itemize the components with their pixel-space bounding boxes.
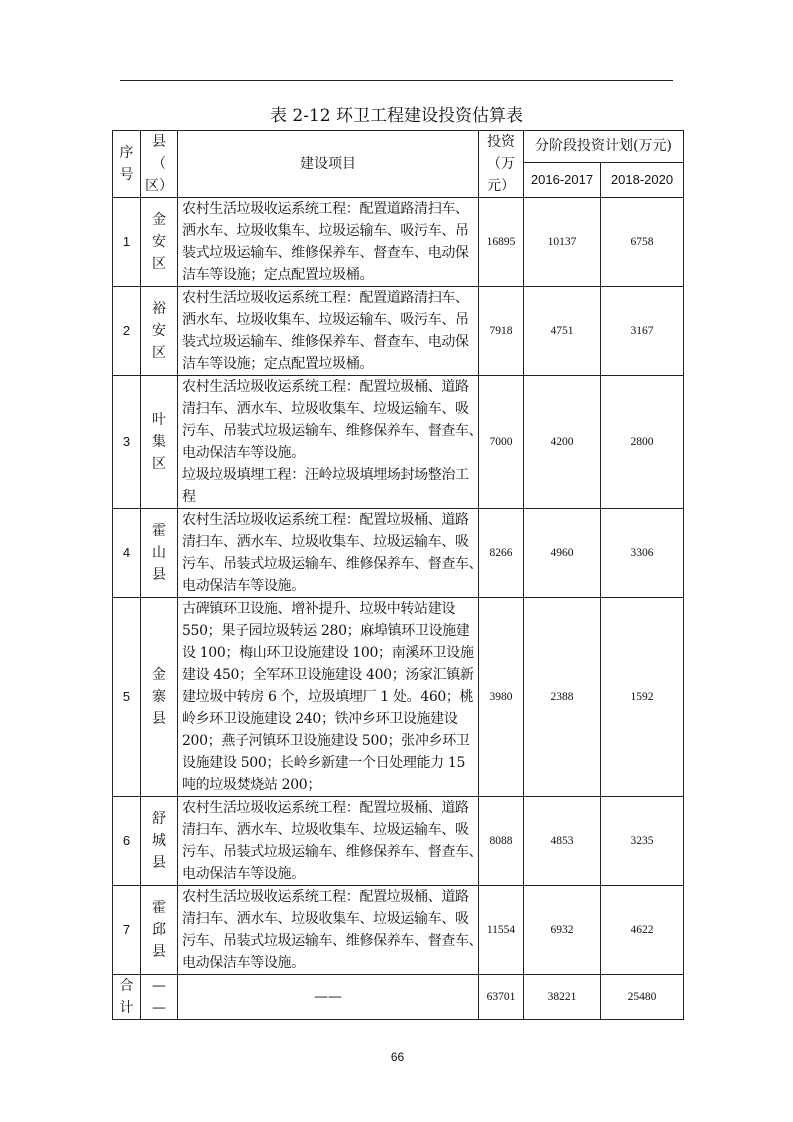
row-project xyxy=(178,509,483,598)
row-project xyxy=(178,376,483,509)
header-investment: 投资 （万 元） xyxy=(479,131,524,198)
total-investment: 63701 xyxy=(479,975,524,1020)
text-line: 岭乡环卫设施建设 240；铁冲乡环卫设施建设 xyxy=(182,711,458,727)
text-line: 县 xyxy=(152,944,166,960)
header-period-2: 2018-2020 xyxy=(601,162,684,197)
row-investment: 16895 xyxy=(479,198,524,287)
header-period-1: 2016-2017 xyxy=(524,162,601,197)
row-investment: 8088 xyxy=(479,797,524,886)
text-line: 建垃圾中转房 6 个，垃圾填埋厂 1 处。460；桃 xyxy=(182,689,474,705)
text-line: 程 xyxy=(182,489,196,505)
text-line: 金 xyxy=(152,667,166,683)
text-line: 农村生活垃圾收运系统工程：配置垃圾桶、道路 xyxy=(182,889,469,905)
total-row xyxy=(113,975,684,1020)
row-county xyxy=(141,509,178,598)
text-line: 县 xyxy=(152,567,166,583)
text-line: 550；果子园垃圾转运 280；麻埠镇环卫设施建 xyxy=(182,623,470,639)
text-line: 清扫车、洒水车、垃圾收集车、垃圾运输车、吸 xyxy=(182,911,469,927)
row-period-1: 4960 xyxy=(524,509,601,598)
row-period-1: 10137 xyxy=(524,198,601,287)
row-period-1: 6932 xyxy=(524,886,601,975)
row-index: 2 xyxy=(113,287,141,376)
total-period-2: 25480 xyxy=(601,975,684,1020)
text-line: — xyxy=(152,978,166,994)
row-period-2: 3235 xyxy=(601,797,684,886)
text-line: 舒 xyxy=(152,811,166,827)
text-line: 200；燕子河镇环卫设施建设 500；张冲乡环卫 xyxy=(182,733,470,749)
text-line: 安 xyxy=(152,234,166,250)
text-line: 农村生活垃圾收运系统工程：配置垃圾桶、道路 xyxy=(182,512,469,528)
text-line: 叶 xyxy=(152,412,166,428)
text-line: 吨的垃圾焚烧站 200； xyxy=(182,777,321,793)
table-row xyxy=(113,598,684,797)
text-line: 县 xyxy=(152,855,166,871)
row-county xyxy=(141,376,178,509)
table-row xyxy=(113,287,684,376)
row-period-1: 2388 xyxy=(524,598,601,797)
text-line: 邱 xyxy=(152,922,166,938)
row-period-1: 4853 xyxy=(524,797,601,886)
table-row xyxy=(113,198,684,287)
total-project: —— xyxy=(178,975,479,1020)
header-row xyxy=(113,131,684,163)
text-line: — xyxy=(152,1000,166,1016)
table-row xyxy=(113,797,684,886)
text-line: 装式垃圾运输车、维修保养车、督查车、电动保 xyxy=(182,334,469,350)
row-county xyxy=(141,598,178,797)
text-line: 垃圾垃圾填埋工程：汪岭垃圾填埋场封场整治工 xyxy=(182,467,469,483)
investment-table xyxy=(112,130,684,1020)
header-rule xyxy=(120,80,673,81)
total-county xyxy=(141,975,178,1020)
text-line: 合 xyxy=(119,978,134,994)
text-line: 寨 xyxy=(152,689,166,705)
total-label xyxy=(113,975,141,1020)
text-line: 裕 xyxy=(152,301,166,317)
row-project xyxy=(178,797,483,886)
text-line: 集 xyxy=(152,434,166,450)
row-investment: 3980 xyxy=(479,598,524,797)
table-row xyxy=(113,509,684,598)
text-line: 区 xyxy=(152,456,166,472)
table-row xyxy=(113,886,684,975)
row-index: 7 xyxy=(113,886,141,975)
text-line: 电动保洁车等设施。 xyxy=(182,445,305,461)
text-line: 城 xyxy=(152,833,166,849)
row-period-2: 2800 xyxy=(601,376,684,509)
row-period-2: 3306 xyxy=(601,509,684,598)
text-line: 霍 xyxy=(152,900,166,916)
text-line: 古碑镇环卫设施、增补提升、垃圾中转站建设 xyxy=(182,601,455,617)
text-line: 建设 450；全军环卫设施建设 400；汤家汇镇新 xyxy=(182,667,474,683)
text-line: 清扫车、洒水车、垃圾收集车、垃圾运输车、吸 xyxy=(182,401,469,417)
row-period-1: 4200 xyxy=(524,376,601,509)
row-project xyxy=(178,198,479,287)
text-line: 清扫车、洒水车、垃圾收集车、垃圾运输车、吸 xyxy=(182,534,469,550)
text-line: 计 xyxy=(119,1000,134,1016)
row-index: 5 xyxy=(113,598,141,797)
row-index: 1 xyxy=(113,198,141,287)
text-line: 安 xyxy=(152,323,166,339)
row-county xyxy=(141,886,178,975)
row-index: 3 xyxy=(113,376,141,509)
text-line: 电动保洁车等设施。 xyxy=(182,955,305,971)
text-line: 县 xyxy=(152,711,166,727)
text-line: 农村生活垃圾收运系统工程：配置道路清扫车、 xyxy=(182,290,469,306)
row-period-2: 4622 xyxy=(601,886,684,975)
row-index: 4 xyxy=(113,509,141,598)
text-line: 农村生活垃圾收运系统工程：配置垃圾桶、道路 xyxy=(182,800,469,816)
row-investment: 8266 xyxy=(479,509,524,598)
header-index: 序 号 xyxy=(113,131,141,198)
row-county xyxy=(141,198,178,287)
row-project xyxy=(178,598,479,797)
row-investment: 7918 xyxy=(479,287,524,376)
text-line: 污车、吊装式垃圾运输车、维修保养车、督查车、 xyxy=(182,933,483,949)
row-investment: 7000 xyxy=(479,376,524,509)
row-county xyxy=(141,797,178,886)
row-period-2: 6758 xyxy=(601,198,684,287)
table-row xyxy=(113,376,684,509)
text-line: 洒水车、垃圾收集车、垃圾运输车、吸污车、吊 xyxy=(182,223,469,239)
text-line: 污车、吊装式垃圾运输车、维修保养车、督查车、 xyxy=(182,844,483,860)
page-number: 66 xyxy=(390,1050,405,1064)
text-line: 霍 xyxy=(152,523,166,539)
text-line: 装式垃圾运输车、维修保养车、督查车、电动保 xyxy=(182,245,469,261)
text-line: 金 xyxy=(152,212,166,228)
row-investment: 11554 xyxy=(479,886,524,975)
text-line: 区 xyxy=(152,256,166,272)
header-county: 县 （ 区） xyxy=(141,131,178,198)
row-period-2: 1592 xyxy=(601,598,684,797)
text-line: 设 100；梅山环卫设施建设 100；南溪环卫设施 xyxy=(182,645,474,661)
text-line: 洒水车、垃圾收集车、垃圾运输车、吸污车、吊 xyxy=(182,312,469,328)
text-line: 污车、吊装式垃圾运输车、维修保养车、督查车、 xyxy=(182,556,483,572)
text-line: 区 xyxy=(152,345,166,361)
table-title: 表 2-12 环卫工程建设投资估算表 xyxy=(270,106,523,126)
text-line: 电动保洁车等设施。 xyxy=(182,578,305,594)
content-flow xyxy=(112,130,683,1084)
row-period-2: 3167 xyxy=(601,287,684,376)
row-index: 6 xyxy=(113,797,141,886)
text-line: 设施建设 500；长岭乡新建一个日处理能力 15 xyxy=(182,755,466,771)
row-project xyxy=(178,287,479,376)
text-line: 清扫车、洒水车、垃圾收集车、垃圾运输车、吸 xyxy=(182,822,469,838)
text-line: 污车、吊装式垃圾运输车、维修保养车、督查车、 xyxy=(182,423,483,439)
text-line: 农村生活垃圾收运系统工程：配置道路清扫车、 xyxy=(182,201,469,217)
header-plan: 分阶段投资计划(万元) xyxy=(524,131,684,163)
row-project xyxy=(178,886,483,975)
text-line: 洁车等设施；定点配置垃圾桶。 xyxy=(182,267,374,283)
text-line: 农村生活垃圾收运系统工程：配置垃圾桶、道路 xyxy=(182,379,469,395)
text-line: 洁车等设施；定点配置垃圾桶。 xyxy=(182,356,374,372)
row-county xyxy=(141,287,178,376)
total-period-1: 38221 xyxy=(524,975,601,1020)
text-line: 山 xyxy=(152,545,166,561)
row-period-1: 4751 xyxy=(524,287,601,376)
header-project: 建设项目 xyxy=(178,131,479,198)
text-line: 电动保洁车等设施。 xyxy=(182,866,305,882)
